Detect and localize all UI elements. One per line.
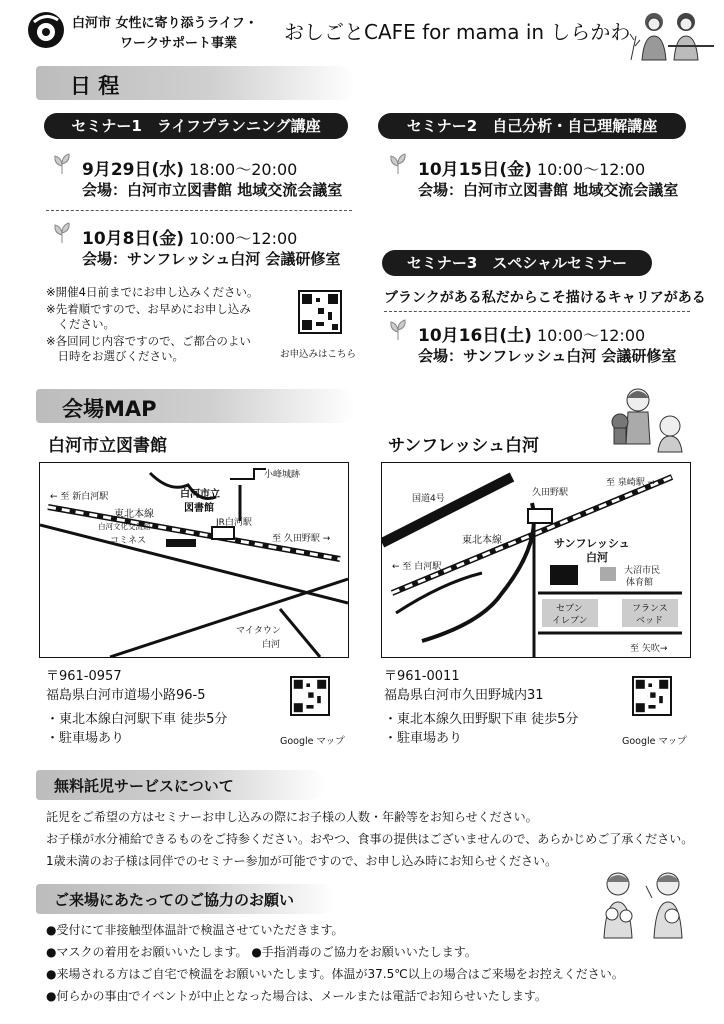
s1-venue1: 会場：白河市立図書館 地域交流会議室 (82, 181, 343, 199)
map-heading: 会場MAP (36, 389, 356, 423)
logo (26, 10, 66, 50)
schedule-heading: 日 程 (36, 66, 356, 100)
sunfresh-access: ・東北本線久田野駅下車 徒歩5分 (384, 712, 579, 727)
mothers-illustration (596, 868, 696, 940)
org-line1: 白河市 女性に寄り添うライフ・ (72, 16, 258, 31)
library-map (39, 462, 349, 658)
library-title: 白河市立図書館 (48, 436, 167, 456)
apply-qr-caption: お申込みはこちら (280, 349, 357, 360)
library-address: 福島県白河市道場小路96-5 (46, 688, 206, 703)
label-mytown: マイタウン (236, 626, 281, 636)
label-izumizaki: 至 泉崎駅 → (606, 478, 656, 488)
sunfresh-address: 福島県白河市久田野城内31 (384, 688, 544, 703)
s3-date1: 10月16日(土) 10:00〜12:00 (418, 326, 646, 346)
childcare-line3: 1歳未満のお子様は同伴でのセミナー参加が可能ですので、お申し込み時にお知らせください。 (46, 854, 558, 868)
note-5: 日時をお選びください。 (46, 349, 184, 363)
library-qr-caption: Google マップ (280, 736, 345, 747)
note-4: ※各回同じ内容ですので、ご都合のよい (46, 334, 251, 348)
leaf-icon (388, 152, 408, 176)
label-tohoku: 東北本線 (114, 509, 154, 520)
label-route4: 国道4号 (412, 494, 445, 504)
leaf-icon (52, 152, 72, 176)
kids-illustration (608, 384, 690, 454)
org-line2: ワークサポート事業 (120, 36, 238, 51)
note-3: ください。 (46, 317, 115, 331)
sunfresh-map (381, 462, 691, 658)
label-gym2: 体育館 (626, 578, 654, 588)
leaf-icon (52, 221, 72, 245)
sunfresh-parking: ・駐車場あり (384, 731, 463, 746)
apply-qr-code[interactable] (298, 290, 342, 334)
s1-venue2: 会場：サンフレッシュ白河 会議研修室 (82, 250, 341, 268)
label-france: フランス (632, 604, 668, 614)
label-sunfresh: サンフレッシュ (554, 537, 630, 550)
label-seven: セブン (556, 604, 583, 614)
label-mytown2: 白河 (262, 640, 281, 650)
library-access: ・東北本線白河駅下車 徒歩5分 (46, 712, 228, 727)
label-tohoku: 東北本線 (462, 535, 502, 546)
label-library2: 図書館 (184, 503, 214, 514)
label-komine: 小峰城跡 (264, 470, 301, 480)
childcare-line2: お子様が水分補給できるものをご持参ください。おやつ、食事の提供はございませんので、あらかじめご了承ください。 (46, 832, 694, 846)
divider (384, 311, 690, 312)
label-bunka: 白河文化交流館 (98, 522, 151, 531)
label-france2: ベッド (636, 616, 664, 626)
label-yabuki: 至 矢吹→ (630, 644, 668, 654)
seminar3-label: セミナー3 スペシャルセミナー (382, 250, 652, 276)
label-shinshirakawa: ← 至 新白河駅 (50, 492, 109, 502)
label-comines: コミネス (110, 536, 147, 546)
divider (46, 210, 352, 211)
cooperation-line4: ●何らかの事由でイベントが中止となった場合は、メールまたは電話でお知らせいたします。 (46, 989, 547, 1003)
sunfresh-title: サンフレッシュ白河 (388, 436, 539, 456)
label-sunfresh2: 白河 (586, 551, 608, 564)
childcare-heading: 無料託児サービスについて (36, 770, 326, 800)
sunfresh-qr-caption: Google マップ (622, 736, 687, 747)
cooperation-heading: ご来場にあたってのご協力のお願い (36, 884, 336, 914)
label-library: 白河市立 (180, 489, 220, 500)
sunfresh-postal: 〒961-0011 (384, 669, 460, 684)
library-postal: 〒961-0957 (46, 669, 122, 684)
s3-venue1: 会場：サンフレッシュ白河 会議研修室 (418, 347, 677, 365)
label-seven2: イレブン (552, 616, 588, 626)
cooperation-line2: ●マスクの着用をお願いいたします。 ●手指消毒のご協力をお願いいたします。 (46, 945, 477, 959)
leaf-icon (388, 318, 408, 342)
s2-date1: 10月15日(金) 10:00〜12:00 (418, 160, 646, 180)
page-title: おしごとCAFE for mama in しらかわ (284, 20, 631, 44)
seminar3-subtitle: ブランクがある私だからこそ描けるキャリアがある (384, 290, 706, 306)
childcare-line1: 託児をご希望の方はセミナーお申し込みの際にお子様の人数・年齢等をお知らせください。 (46, 810, 538, 824)
s2-venue1: 会場：白河市立図書館 地域交流会議室 (418, 181, 679, 199)
cooperation-line3: ●来場される方はご自宅で検温をお願いいたします。体温が37.5℃以上の場合はご来場をお控えください。 (46, 967, 624, 981)
cooperation-line1: ●受付にて非接触型体温計で検温させていただきます。 (46, 923, 344, 937)
library-map-qr-code[interactable] (290, 676, 330, 716)
women-illustration (626, 6, 716, 62)
label-jr: JR白河駅 (216, 518, 252, 528)
s1-date1: 9月29日(水) 18:00〜20:00 (82, 160, 298, 180)
label-shirakawa: ← 至 白河駅 (392, 562, 442, 572)
note-2: ※先着順ですので、お早めにお申し込み (46, 302, 251, 316)
sunfresh-map-qr-code[interactable] (632, 676, 672, 716)
library-parking: ・駐車場あり (46, 731, 125, 746)
seminar1-label: セミナー1 ライフプランニング講座 (44, 113, 348, 139)
note-1: ※開催4日前までにお申し込みください。 (46, 285, 259, 299)
label-gym: 大沼市民 (624, 566, 661, 576)
s1-date2: 10月8日(金) 10:00〜12:00 (82, 229, 298, 249)
label-kuta: 至 久田野駅 → (272, 534, 331, 544)
label-kutano: 久田野駅 (532, 488, 569, 498)
seminar2-label: セミナー2 自己分析・自己理解講座 (378, 113, 686, 139)
